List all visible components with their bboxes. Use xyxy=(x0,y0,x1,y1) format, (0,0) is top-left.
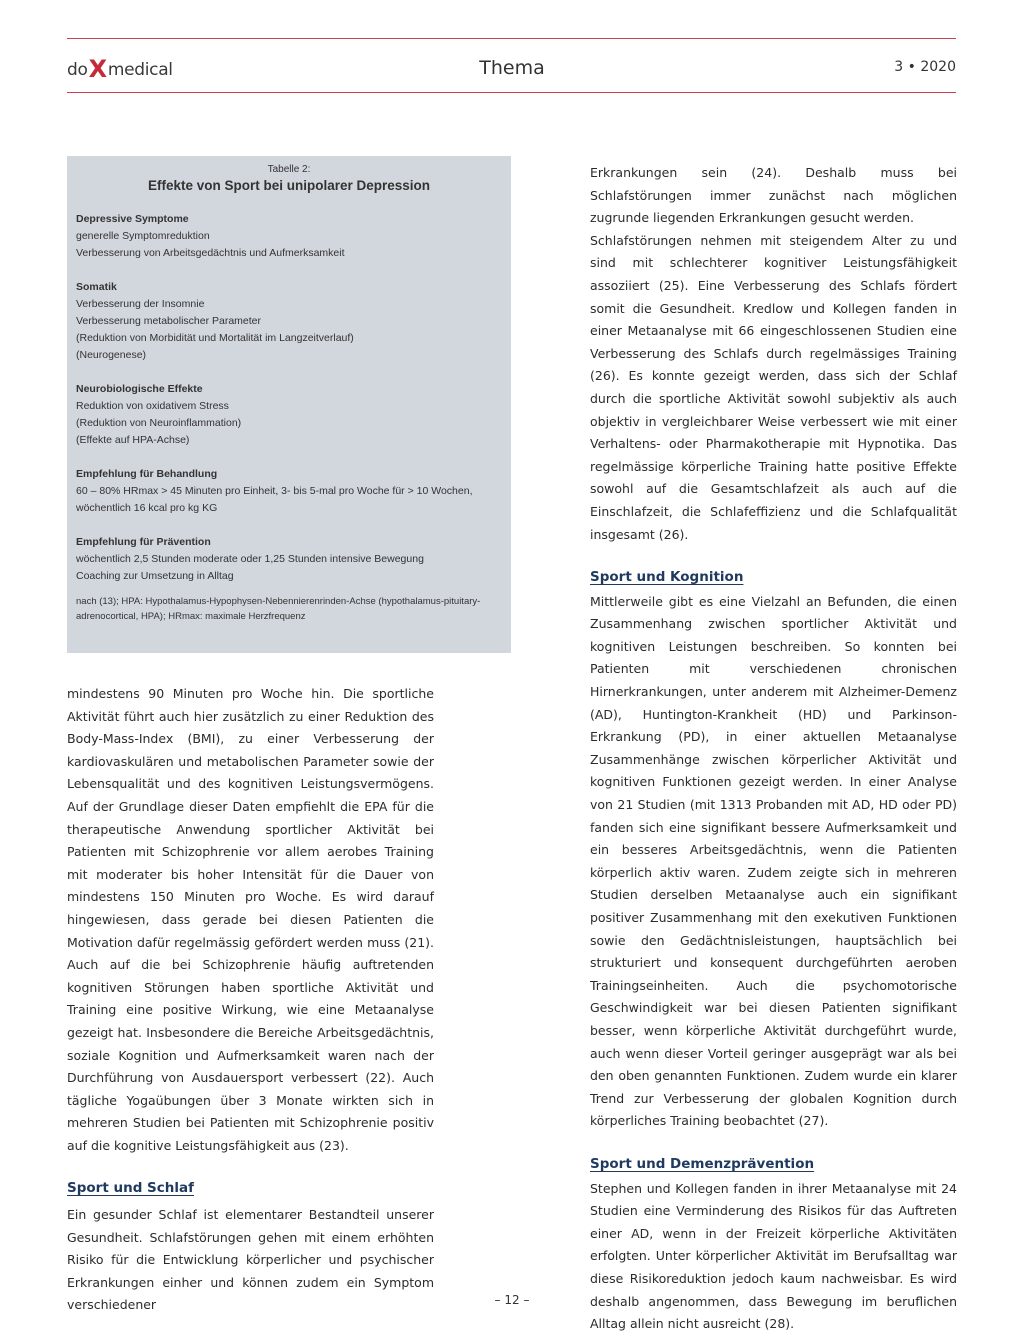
table-2-box xyxy=(67,156,511,653)
table-line: Verbesserung von Arbeitsgedächtnis und Aufmerksamkeit xyxy=(76,247,345,259)
page-number: – 12 – xyxy=(494,1293,530,1307)
table-line: wöchentlich 16 kcal pro kg KG xyxy=(76,502,218,514)
table-line: (Neurogenese) xyxy=(76,349,147,361)
table-line: Verbesserung metabolischer Parameter xyxy=(76,315,262,327)
table-line: Reduktion von oxidativem Stress xyxy=(76,400,229,412)
doxmedical-logo: doXmedical xyxy=(67,55,173,83)
table-section-heading: Empfehlung für Prävention xyxy=(76,536,211,548)
header-rule-top xyxy=(67,38,956,39)
table-section-heading: Somatik xyxy=(76,281,117,293)
right-column xyxy=(590,162,957,1336)
table-section-heading: Depressive Symptome xyxy=(76,213,189,225)
table-section-somatik xyxy=(76,279,502,364)
heading-sport-und-schlaf: Sport und Schlaf xyxy=(67,1180,195,1197)
heading-sport-und-demenzpraevention: Sport und Demenzprävention xyxy=(590,1155,815,1172)
table-section-prevention xyxy=(76,534,502,585)
table-section-treatment xyxy=(76,466,502,517)
body-paragraph: Stephen und Kollegen fanden in ihrer Metaanalyse mit 24 Studien eine Verminderung des Risikos für das Auftreten einer AD, wenn in der Freizeit körperliche Aktivitäten erfolgten. Unter körperlicher Aktivität im Berufsalltag war diese Risikoreduktion jedoch kaum nachweisbar. Es wird deshalb angenommen, dass Bewegung im beruflichen Alltag allein nicht ausreicht (28). xyxy=(590,1180,957,1332)
left-column xyxy=(67,683,434,1317)
table-line: wöchentlich 2,5 Stunden moderate oder 1,25 Stunden intensive Bewegung xyxy=(76,553,424,565)
table-title: Effekte von Sport bei unipolarer Depression xyxy=(147,178,431,193)
table-section-heading: Empfehlung für Behandlung xyxy=(76,468,218,480)
table-footnote: nach (13); HPA: Hypothalamus-Hypophysen-Nebennierenrinden-Achse (hypothalamus-pituitary-adrenocortical, HPA); HRmax: maximale Herzfrequenz xyxy=(76,596,481,622)
table-line: generelle Symptomreduktion xyxy=(76,230,210,242)
table-section-neurobiology xyxy=(76,381,502,449)
table-section-depressive xyxy=(76,211,502,262)
table-line: Verbesserung der Insomnie xyxy=(76,298,205,310)
table-section-heading: Neurobiologische Effekte xyxy=(76,383,203,395)
table-line: (Reduktion von Neuroinflammation) xyxy=(76,417,242,429)
body-paragraph: Ein gesunder Schlaf ist elementarer Bestandteil unserer Gesundheit. Schlafstörungen gehen mit einem erhöhten Risiko für die Entwicklung körperlicher und psychischer Erkrankungen einher und können zudem ein Symptom verschiedener xyxy=(67,1207,434,1313)
heading-sport-und-kognition: Sport und Kognition xyxy=(590,569,744,586)
body-paragraph: mindestens 90 Minuten pro Woche hin. Die sportliche Aktivität führt auch hier zusätzlich zu einer Reduktion des Body-Mass-Index (BMI), zu einer Verbesserung der kardiovaskulären und metabolischen Parameter sowie der Lebensqualität und des kognitiven Leistungsvermögens. Auf der Grundlage dieser Daten empfiehlt die EPA für die therapeutische Anwendung sportlicher Aktivität bei Patienten mit Schizophrenie vor allem aerobes Training mit moderater bis hoher Intensität für die Dauer von mindestens 150 Minuten pro Woche. Es wird darauf hingewiesen, dass gerade bei diesen Patienten die Motivation dafür regelmässig gefördert werden muss (21). Auch auf die bei Schizophrenie häufig auftretenden kognitiven Störungen haben sportliche Aktivität und Training eine positive Wirkung, wie eine Metaanalyse gezeigt hat. Insbesondere die Bereiche Arbeitsgedächtnis, soziale Kognition und Aufmerksamkeit waren nach der Durchführung von Ausdauersport verbessert (22). Auch tägliche Yogaübungen über 3 Monate wirkten sich in mehreren Studien bei Patienten mit Schizophrenie positiv auf die kognitive Leistungsfähigkeit aus (23). xyxy=(67,686,434,1153)
issue-number: 3 • 2020 xyxy=(894,59,956,75)
table-line: 60 – 80% HRmax > 45 Minuten pro Einheit, 3- bis 5-mal pro Woche für > 10 Wochen, xyxy=(76,485,473,497)
table-line: (Reduktion von Morbidität und Mortalität im Langzeitverlauf) xyxy=(76,332,354,344)
body-paragraph: Mittlerweile gibt es eine Vielzahl an Befunden, die einen Zusammenhang zwischen sportlicher Aktivität und kognitiven Leistungen beschreiben. So konnten bei Patienten mit verschiedenen chronischen Hirnerkrankungen, unter anderem mit Alzheimer-Demenz (AD), Huntington-Krankheit (HD) und Parkinson-Erkrankung (PD), in einer aktuellen Metaanalyse Zusammenhänge zwischen körperlicher Aktivität und kognitiven Funktionen gezeigt werden. In einer Analyse von 21 Studien (mit 1313 Probanden mit AD, HD oder PD) fanden sich eine signifikant bessere Aufmerksamkeit und ein besseres Arbeitsgedächtnis, wenn die Patienten körperlich aktiv waren. Zudem zeigte sich in mehreren Studien derselben Metaanalyse auch ein signifikant positiver Zusammenhang mit den exekutiven Funktionen sowie den Gedächtnisleistungen, hauptsächlich bei strukturiert und konsequent durchgeführten aeroben Trainingseinheiten. Auch die psychomotorische Geschwindigkeit war bei diesen Patienten signifikant besser, wenn körperliche Aktivität durchgeführt wurde, auch wenn dieser Vorteil geringer ausgeprägt war als bei den oben genannten Funktionen. Zudem wurde ein klarer Trend zur Verbesserung der globalen Kognition durch körperliches Training beobachtet (27). xyxy=(590,593,957,1129)
table-line: (Effekte auf HPA-Achse) xyxy=(76,434,190,446)
body-paragraph: Schlafstörungen nehmen mit steigendem Alter zu und sind mit schlechterer kognitiver Leistungsfähigkeit assoziiert (25). Eine Verbesserung des Schlafs fördert somit die Gesundheit. Kredlow und Kollegen fanden in einer Metaanalyse mit 66 eingeschlossenen Studien eine Verbesserung des Schlafs durch regelmässiges Training (26). Es konnte gezeigt werden, dass sich der Schlaf durch die sportliche Aktivität sowohl subjektiv als auch objektiv in vergleichbarer Weise verbessert wie mit einer Verhaltens- oder Pharmakotherapie mit Hypnotika. Das regelmässige körperliche Training hatte positive Effekte sowohl auf die Gesamtschlafzeit als auch auf die Einschlafzeit, die Schlafeffizienz und die Schlafqualität insgesamt (26). xyxy=(590,232,957,542)
table-line: Coaching zur Umsetzung in Alltag xyxy=(76,570,234,582)
body-paragraph: Erkrankungen sein (24). Deshalb muss bei Schlafstörungen immer zunächst nach möglichen zugrunde liegenden Erkrankungen gesucht werden. xyxy=(590,165,957,226)
header-rule-bottom xyxy=(67,92,956,93)
table-caption: Tabelle 2: xyxy=(267,164,311,175)
section-title: Thema xyxy=(479,57,545,79)
